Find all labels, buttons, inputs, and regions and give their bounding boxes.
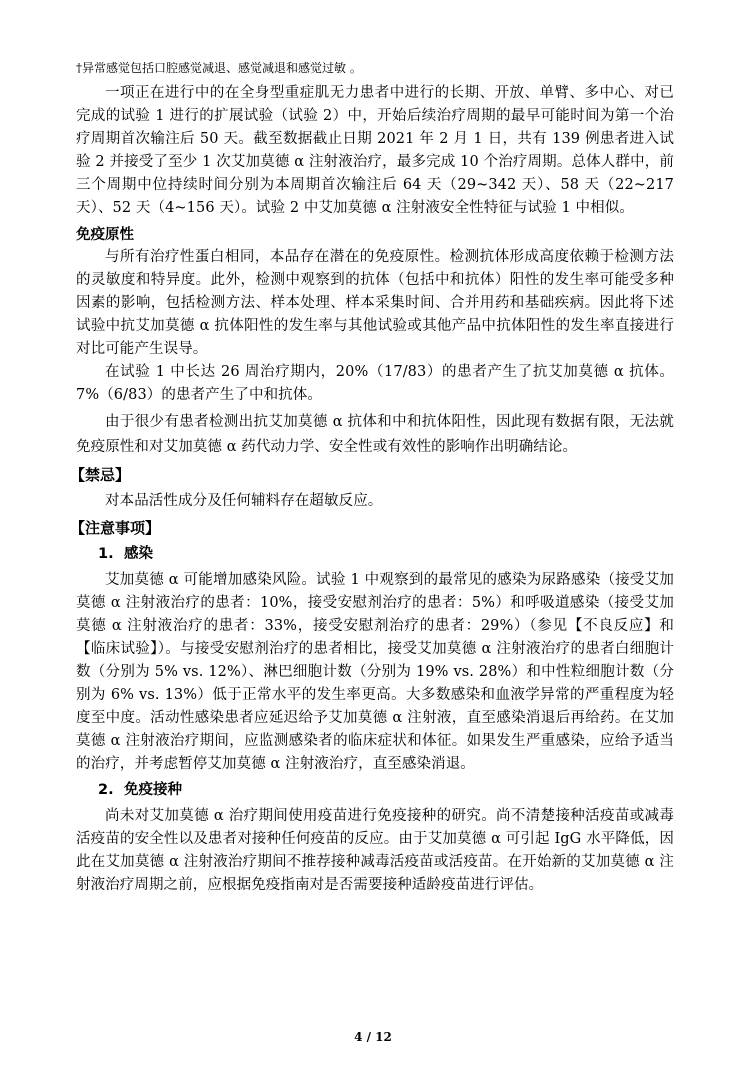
trial2-paragraph: 一项正在进行中的在全身型重症肌无力患者中进行的长期、开放、单臂、多中心、对已完成的试验 1 进行的扩展试验（试验 2）中，开始后续治疗周期的最早可能时间为第一个治疗周期首次输注后 50 天。截至数据截止日期 2021 年 2 月 1 日，共有 139 例患者进入试验 2 并接受了至少 1 次艾加莫德 α 注射液治疗，最多完成 10 个治疗周期。总体人群中，前三个周期中位持续时间分别为本周期首次输注后 64 天（29~342 天）、58 天（22~217 天）、52 天（4~156 天）。试验 2 中艾加莫德 α 注射液安全性特征与试验 1 中相似。 — [76, 85, 674, 216]
vaccination-heading — [98, 779, 674, 802]
infection-title: 感染 — [124, 546, 153, 562]
infection-heading — [98, 543, 674, 566]
footnote: †异常感觉包括口腔感觉减退、感觉减退和感觉过敏 。 — [76, 61, 362, 75]
immunogenicity-heading: 免疫原性 — [76, 227, 134, 243]
vaccination-paragraph: 尚未对艾加莫德 α 治疗期间使用疫苗进行免疫接种的研究。尚不清楚接种活疫苗或减毒活疫苗的安全性以及患者对接种任何疫苗的反应。由于艾加莫德 α 可引起 IgG 水平降低，因此在艾加莫德 α 注射液治疗期间不推荐接种减毒活疫苗或活疫苗。在开始新的艾加莫德 α 注射液治疗周期之前，应根据免疫指南对是否需要接种适龄疫苗进行评估。 — [76, 808, 674, 893]
infection-paragraph: 艾加莫德 α 可能增加感染风险。试验 1 中观察到的最常见的感染为尿路感染（接受艾加莫德 α 注射液治疗的患者：10%，接受安慰剂治疗的患者：5%）和呼吸道感染（接受艾加莫德 α 注射液治疗的患者：33%，接受安慰剂治疗的患者：29%）（参见【不良反应】和【临床试验】）。与接受安慰剂治疗的患者相比，接受艾加莫德 α 注射液治疗的患者白细胞计数（分别为 5% vs. 12%）、淋巴细胞计数（分别为 19% vs. 28%）和中性粒细胞计数（分别为 6% vs. 13%）低于正常水平的发生率更高。大多数感染和血液学异常的严重程度为轻度至中度。活动性感染患者应延迟给予艾加莫德 α 注射液，直至感染消退后再给药。在艾加莫德 α 注射液治疗期间，应监测感染者的临床症状和体征。如果发生严重感染，应给予适当的治疗，并考虑暂停艾加莫德 α 注射液治疗，直至感染消退。 — [76, 572, 674, 772]
vaccination-title: 免疫接种 — [124, 782, 182, 798]
infection-number: 1. — [98, 546, 114, 562]
immunogenicity-paragraph-2: 在试验 1 中长达 26 周治疗期内，20%（17/83）的患者产生了抗艾加莫德 α 抗体。7%（6/83）的患者产生了中和抗体。 — [76, 364, 674, 403]
vaccination-number: 2. — [98, 782, 114, 798]
document-page — [70, 60, 674, 897]
page-number: 4 / 12 — [354, 1030, 392, 1044]
immunogenicity-paragraph-3: 由于很少有患者检测出抗艾加莫德 α 抗体和中和抗体阳性，因此现有数据有限，无法就免疫原性和对艾加莫德 α 药代动力学、安全性或有效性的影响作出明确结论。 — [76, 414, 674, 455]
precautions-heading: 【注意事项】 — [70, 519, 161, 537]
immunogenicity-paragraph-1: 与所有治疗性蛋白相同，本品存在潜在的免疫原性。检测抗体形成高度依赖于检测方法的灵敏度和特异度。此外，检测中观察到的抗体（包括中和抗体）阳性的发生率可能受多种因素的影响，包括检测方法、样本处理、样本采集时间、合并用药和基础疾病。因此将下述试验中抗艾加莫德 α 抗体阳性的发生率与其他试验或其他产品中抗体阳性的发生率直接进行对比可能产生误导。 — [76, 249, 674, 357]
contraindications-heading: 【禁忌】 — [70, 466, 131, 484]
contraindications-text: 对本品活性成分及任何辅料存在超敏反应。 — [105, 493, 383, 509]
